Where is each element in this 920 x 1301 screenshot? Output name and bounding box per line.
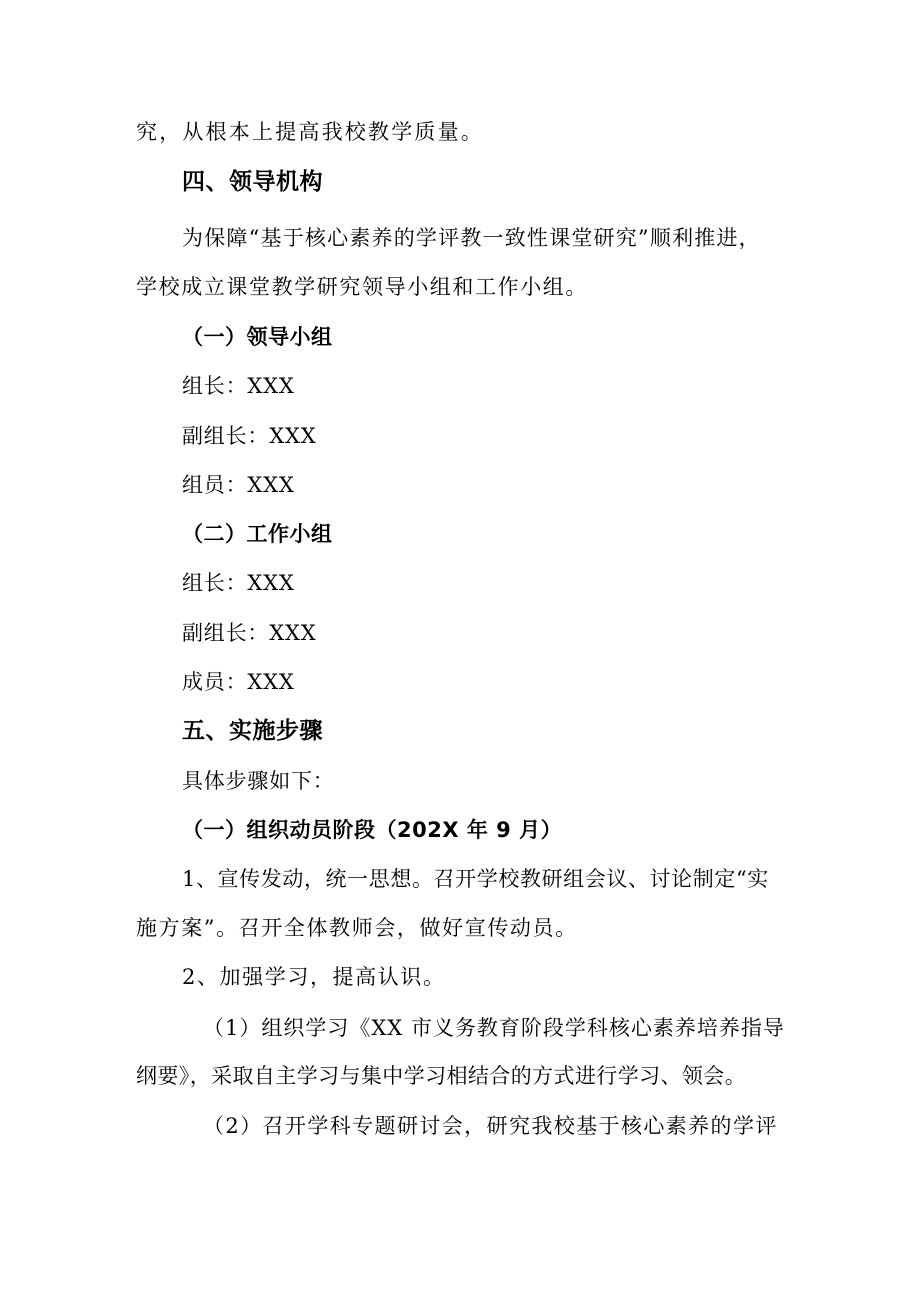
body-text-line: （1）组织学习《XX 市义务教育阶段学科核心素养培养指导 xyxy=(203,1016,785,1040)
body-text-line: 究，从根本上提高我校教学质量。 xyxy=(136,120,484,144)
body-text-line: 具体步骤如下： xyxy=(182,769,335,793)
body-text-line: 施方案”。召开全体教师会，做好宣传动员。 xyxy=(136,916,578,940)
section-heading-leadership: 四、领导机构 xyxy=(182,169,323,195)
member-line: 副组长：XXX xyxy=(182,424,317,448)
member-line: 组员：XXX xyxy=(182,473,295,497)
body-text-line: 学校成立课堂教学研究领导小组和工作小组。 xyxy=(136,275,588,299)
member-line: 成员：XXX xyxy=(182,670,295,694)
body-text-line: 1、宣传发动，统一思想。召开学校教研组会议、讨论制定“实 xyxy=(182,867,769,891)
member-line: 组长：XXX xyxy=(182,374,295,398)
subheading-mobilization-phase: （一）组织动员阶段（202X 年 9 月） xyxy=(182,818,563,842)
body-text-line: 为保障“基于核心素养的学评教一致性课堂研究”顺利推进， xyxy=(182,226,761,250)
member-line: 副组长：XXX xyxy=(182,621,317,645)
subheading-leadership-group: （一）领导小组 xyxy=(182,325,333,349)
section-heading-implementation: 五、实施步骤 xyxy=(182,718,323,744)
member-line: 组长：XXX xyxy=(182,571,295,595)
subheading-working-group: （二）工作小组 xyxy=(182,522,333,546)
body-text-line: 纲要》，采取自主学习与集中学习相结合的方式进行学习、领会。 xyxy=(136,1064,747,1088)
body-text-line: 2、加强学习，提高认识。 xyxy=(182,965,446,989)
body-text-line: （2）召开学科专题研讨会，研究我校基于核心素养的学评 xyxy=(203,1114,778,1138)
